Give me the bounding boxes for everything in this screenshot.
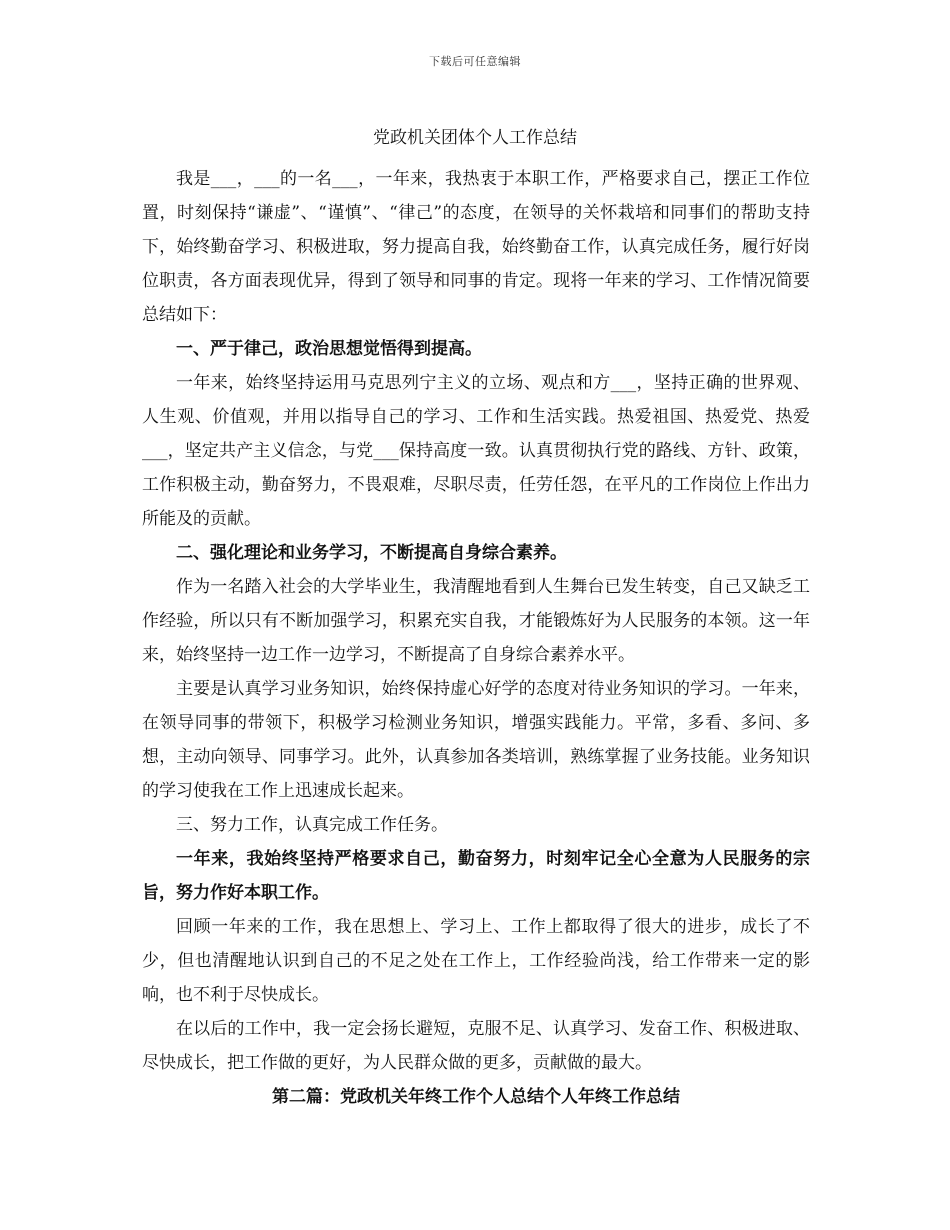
section-2-paragraph-1: 作为一名踏入社会的大学毕业生，我清醒地看到人生舞台已发生转变，自己又缺乏工作经验，所以只有不断加强学习，积累充实自我，才能锻炼好为人民服务的本领。这一年来，始终坚持一边工作一边学习，不断提高了自身综合素养水平。	[142, 577, 810, 665]
section-heading-3: 三、努力工作，认真完成工作任务。	[176, 815, 448, 835]
page-header-note: 下载后可任意编辑	[429, 55, 521, 68]
future-paragraph: 在以后的工作中，我一定会扬长避短，克服不足、认真学习、发奋工作、积极进取、尽快成长，把工作做的更好，为人民群众做的更多，贡献做的最大。	[142, 1019, 810, 1073]
section-heading-1: 一、严于律己，政治思想觉悟得到提高。	[176, 339, 482, 359]
section-heading-2: 二、强化理论和业务学习，不断提高自身综合素养。	[176, 543, 567, 563]
document-body	[142, 162, 810, 1114]
review-paragraph: 回顾一年来的工作，我在思想上、学习上、工作上都取得了很大的进步，成长了不少，但也清醒地认识到自己的不足之处在工作上，工作经验尚浅，给工作带来一定的影响，也不利于尽快成长。	[142, 917, 810, 1005]
intro-paragraph: 我是___，___的一名___，一年来，我热衷于本职工作，严格要求自己，摆正工作位置，时刻保持“谦虚”、“谨慎”、“律己”的态度，在领导的关怀栽培和同事们的帮助支持下，始终勤奋学习、积极进取，努力提高自我，始终勤奋工作，认真完成任务，履行好岗位职责，各方面表现优异，得到了领导和同事的肯定。现将一年来的学习、工作情况简要总结如下：	[142, 169, 810, 325]
section-2-paragraph-2: 主要是认真学习业务知识，始终保持虚心好学的态度对待业务知识的学习。一年来，在领导同事的带领下，积极学习检测业务知识，增强实践能力。平常，多看、多问、多想，主动向领导、同事学习。此外，认真参加各类培训，熟练掌握了业务技能。业务知识的学习使我在工作上迅速成长起来。	[142, 679, 810, 801]
section-1-paragraph: 一年来，始终坚持运用马克思列宁主义的立场、观点和方___，坚持正确的世界观、人生观、价值观，并用以指导自己的学习、工作和生活实践。热爱祖国、热爱党、热爱___，坚定共产主义信念，与党___保持高度一致。认真贯彻执行党的路线、方针、政策，工作积极主动，勤奋努力，不畏艰难，尽职尽责，任劳任怨，在平凡的工作岗位上作出力所能及的贡献。	[142, 373, 810, 529]
document-title: 党政机关团体个人工作总结	[373, 128, 577, 148]
second-article-title: 第二篇：党政机关年终工作个人总结个人年终工作总结	[272, 1087, 680, 1107]
section-3-bold-paragraph: 一年来，我始终坚持严格要求自己，勤奋努力，时刻牢记全心全意为人民服务的宗旨，努力作好本职工作。	[142, 849, 810, 903]
